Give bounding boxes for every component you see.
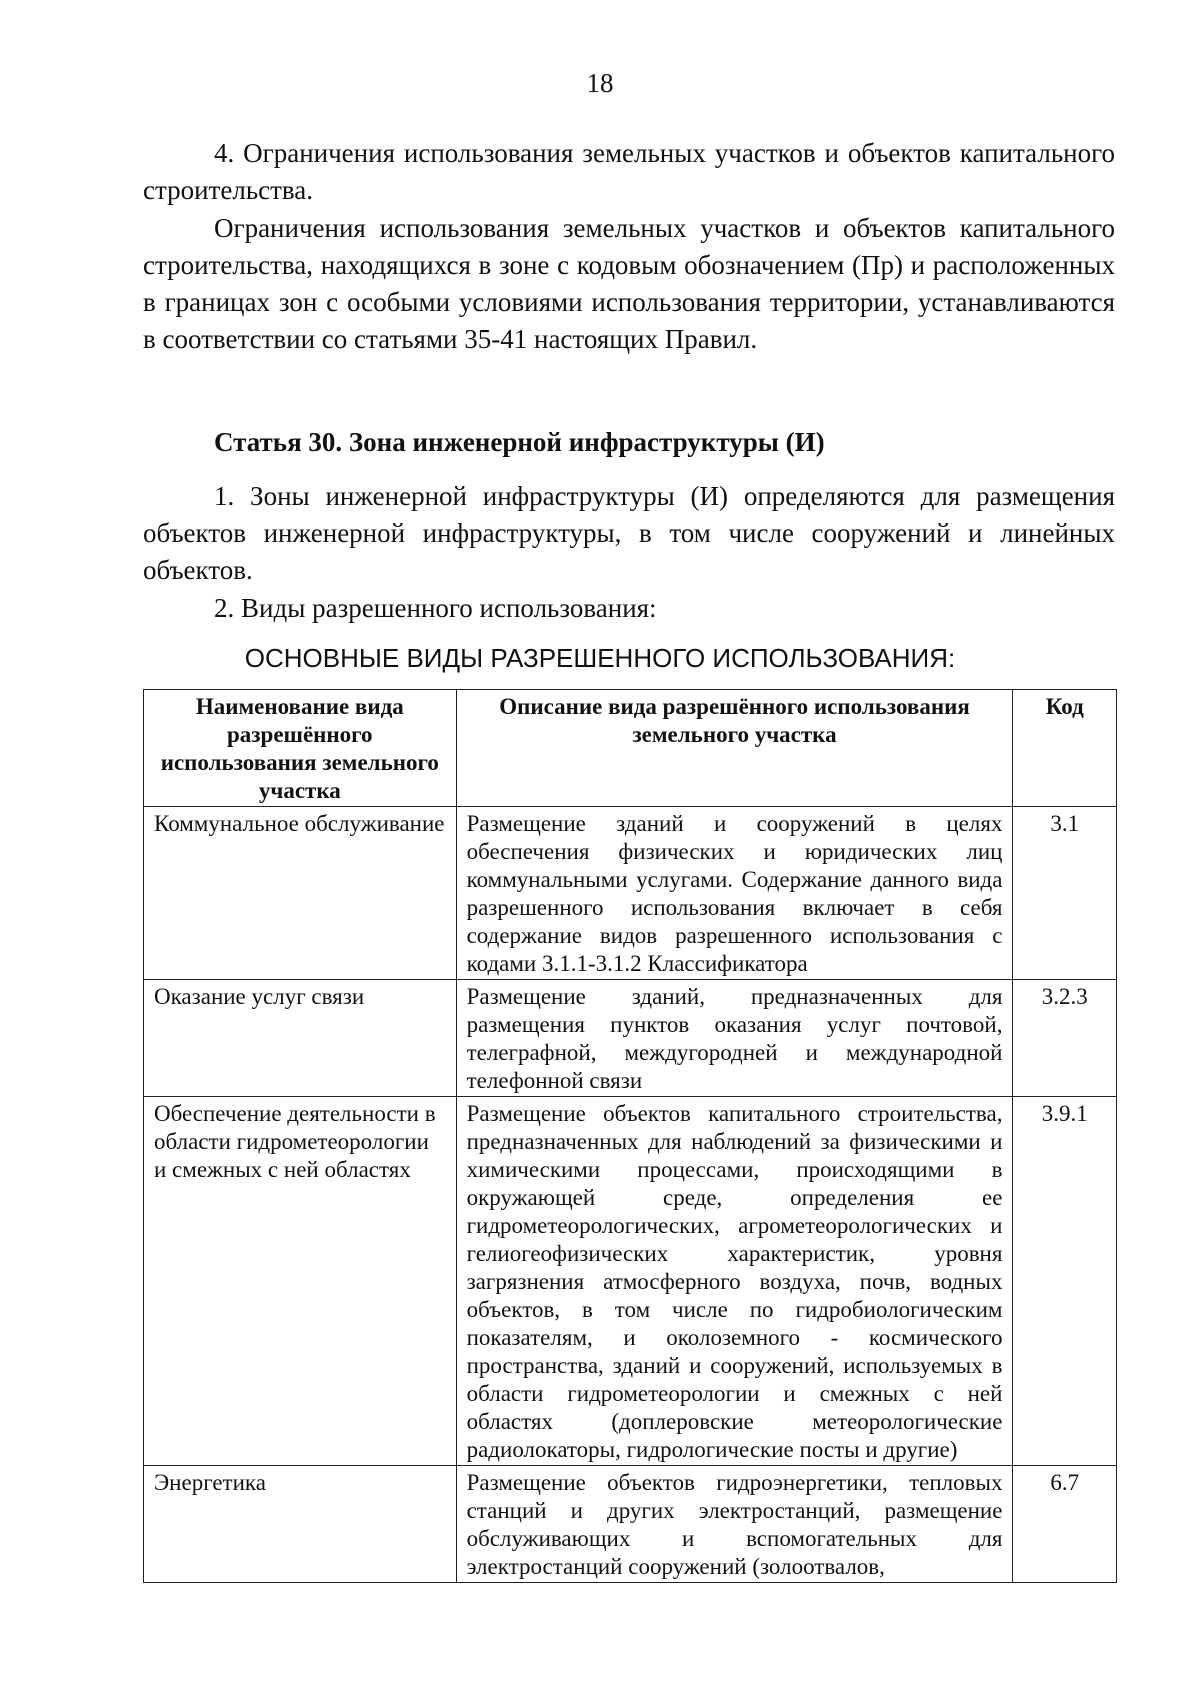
header-name: Наименование вида разрешённого использования земельного участка — [144, 690, 457, 807]
header-description: Описание вида разрешённого использования земельного участка — [456, 690, 1013, 807]
table-row — [144, 1097, 1117, 1466]
table-row — [144, 807, 1117, 980]
permitted-uses-table — [143, 689, 1117, 1583]
row-description-cell: Размещение зданий, предназначенных для размещения пунктов оказания услуг почтовой, телеграфной, междугородней и международной телефонной связи — [456, 980, 1013, 1097]
row-description-cell: Размещение объектов гидроэнергетики, тепловых станций и других электростанций, размещение обслуживающих и вспомогательных для электростанций сооружений (золоотвалов, — [456, 1466, 1013, 1583]
row-name-cell: Энергетика — [144, 1466, 457, 1583]
row-code-cell: 3.9.1 — [1013, 1097, 1117, 1466]
row-description-cell: Размещение зданий и сооружений в целях обеспечения физических и юридических лиц коммунальными услугами. Содержание данного вида разрешенного использования включает в себя содержание видов разрешенного использования с кодами 3.1.1-3.1.2 Классификатора — [456, 807, 1013, 980]
row-code-cell: 3.2.3 — [1013, 980, 1117, 1097]
section-4-title-paragraph: 4. Ограничения использования земельных участков и объектов капитального строительства. — [143, 138, 1115, 205]
article-heading: Статья 30. Зона инженерной инфраструктуры (И) — [214, 427, 825, 457]
section-4-body-paragraph: Ограничения использования земельных участков и объектов капитального строительства, находящихся в зоне с кодовым обозначением (Пр) и расположенных в границах зон с особыми условиями использования территории, устанавливаются в соответствии со статьями 35-41 настоящих Правил. — [143, 213, 1115, 354]
row-name-cell: Оказание услуг связи — [144, 980, 457, 1097]
row-code-cell: 3.1 — [1013, 807, 1117, 980]
row-description-cell: Размещение объектов капитального строительства, предназначенных для наблюдений за физическими и химическими процессами, происходящими в окружающей среде, определения ее гидрометеорологических, агрометеорологических и гелиогеофизических характеристик, уровня загрязнения атмосферного воздуха, почв, водных объектов, в том числе по гидробиологическим показателям, и околоземного - космического пространства, зданий и сооружений, используемых в области гидрометеорологии и смежных с ней областях (доплеровские метеорологические радиолокаторы, гидрологические посты и другие) — [456, 1097, 1013, 1466]
header-code: Код — [1013, 690, 1117, 807]
row-name-cell: Обеспечение деятельности в области гидрометеорологии и смежных с ней областях — [144, 1097, 457, 1466]
table-row — [144, 980, 1117, 1097]
row-code-cell: 6.7 — [1013, 1466, 1117, 1583]
table-header-row — [144, 690, 1117, 807]
table-title: ОСНОВНЫЕ ВИДЫ РАЗРЕШЕННОГО ИСПОЛЬЗОВАНИЯ: — [244, 643, 956, 673]
row-name-cell: Коммунальное обслуживание — [144, 807, 457, 980]
page-number: 18 — [586, 68, 614, 98]
article-paragraph-1: 1. Зоны инженерной инфраструктуры (И) определяются для размещения объектов инженерной инфраструктуры, в том числе сооружений и линейных объектов. — [143, 481, 1115, 585]
article-paragraph-2: 2. Виды разрешенного использования: — [214, 593, 657, 623]
table-row — [144, 1466, 1117, 1583]
